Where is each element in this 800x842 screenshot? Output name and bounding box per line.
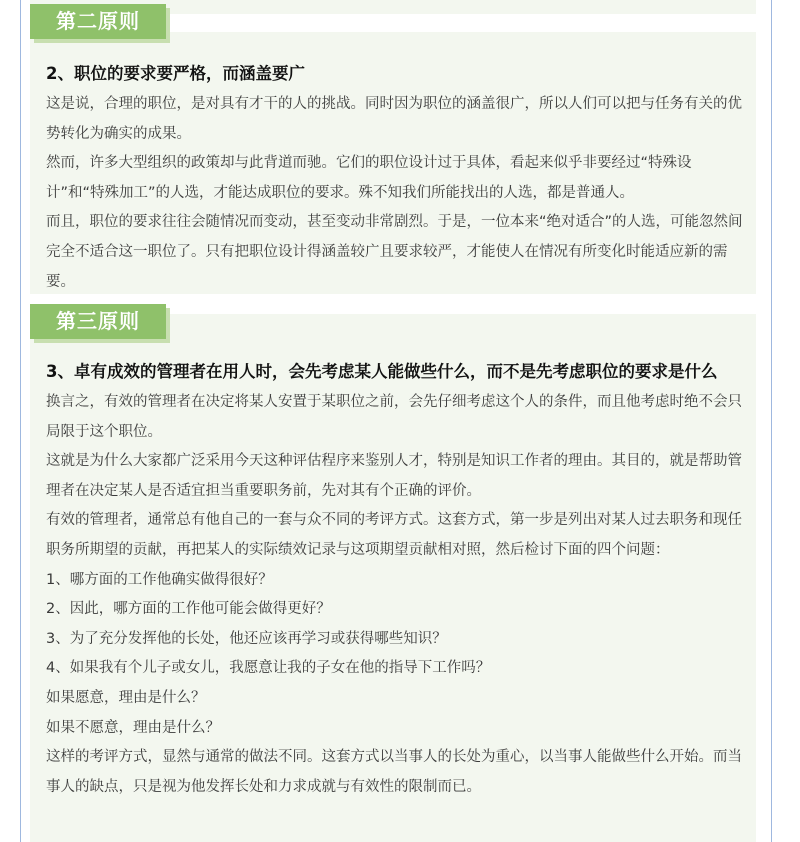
list-item: 2、因此，哪方面的工作他可能会做得更好？ (46, 601, 331, 618)
paragraph: 这是说，合理的职位，是对具有才干的人的挑战。同时因为职位的涵盖很广，所以人们可以把与任务有关的优势转化为确实的成果。 (46, 96, 742, 142)
section-heading: 2、职位的要求要严格，而涵盖要广 (46, 64, 305, 83)
paragraph: 如果愿意，理由是什么？ (46, 689, 206, 706)
section-content-principle-2 (46, 59, 746, 297)
list-item: 3、为了充分发挥他的长处，他还应该再学习或获得哪些知识？ (46, 630, 447, 647)
paragraph: 这就是为什么大家都广泛采用今天这种评估程序来鉴别人才，特别是知识工作者的理由。其目的，就是帮助管理者在决定某人是否适宜担当重要职务前，先对其有个正确的评价。 (46, 453, 742, 499)
section-content-principle-3 (46, 357, 746, 802)
paragraph: 如果不愿意，理由是什么？ (46, 719, 220, 736)
paragraph: 这样的考评方式，显然与通常的做法不同。这套方式以当事人的长处为重心，以当事人能做些什么开始。而当事人的缺点，只是视为他发挥长处和力求成就与有效性的限制而已。 (46, 749, 742, 795)
list-item: 4、如果我有个儿子或女儿，我愿意让我的子女在他的指导下工作吗？ (46, 660, 491, 677)
paragraph: 然而，许多大型组织的政策却与此背道而驰。它们的职位设计过于具体，看起来似乎非要经过“特殊设计”和“特殊加工”的人选，才能达成职位的要求。殊不知我们所能找出的人选，都是普通人。 (46, 155, 692, 201)
right-border-line (771, 0, 772, 842)
section-tag-principle-2 (30, 4, 166, 39)
paragraph: 有效的管理者，通常总有他自己的一套与众不同的考评方式。这套方式，第一步是列出对某人过去职务和现任职务所期望的贡献，再把某人的实际绩效记录与这项期望贡献相对照，然后检讨下面的四个问题： (46, 512, 742, 558)
section-tag-principle-3 (30, 304, 166, 339)
tag-label: 第二原则 (30, 4, 166, 39)
tag-label: 第三原则 (30, 304, 166, 339)
section-heading: 3、卓有成效的管理者在用人时，会先考虑某人能做些什么，而不是先考虑职位的要求是什么 (46, 362, 718, 381)
left-border-line (20, 0, 21, 842)
paragraph: 而且，职位的要求往往会随情况而变动，甚至变动非常剧烈。于是，一位本来“绝对适合”的人选，可能忽然间完全不适合这一职位了。只有把职位设计得涵盖较广且要求较严，才能使人在情况有所变化时能适应新的需要。 (46, 214, 743, 290)
paragraph: 换言之，有效的管理者在决定将某人安置于某职位之前，会先仔细考虑这个人的条件，而且他考虑时绝不会只局限于这个职位。 (46, 394, 742, 440)
list-item: 1、哪方面的工作他确实做得很好？ (46, 571, 273, 588)
